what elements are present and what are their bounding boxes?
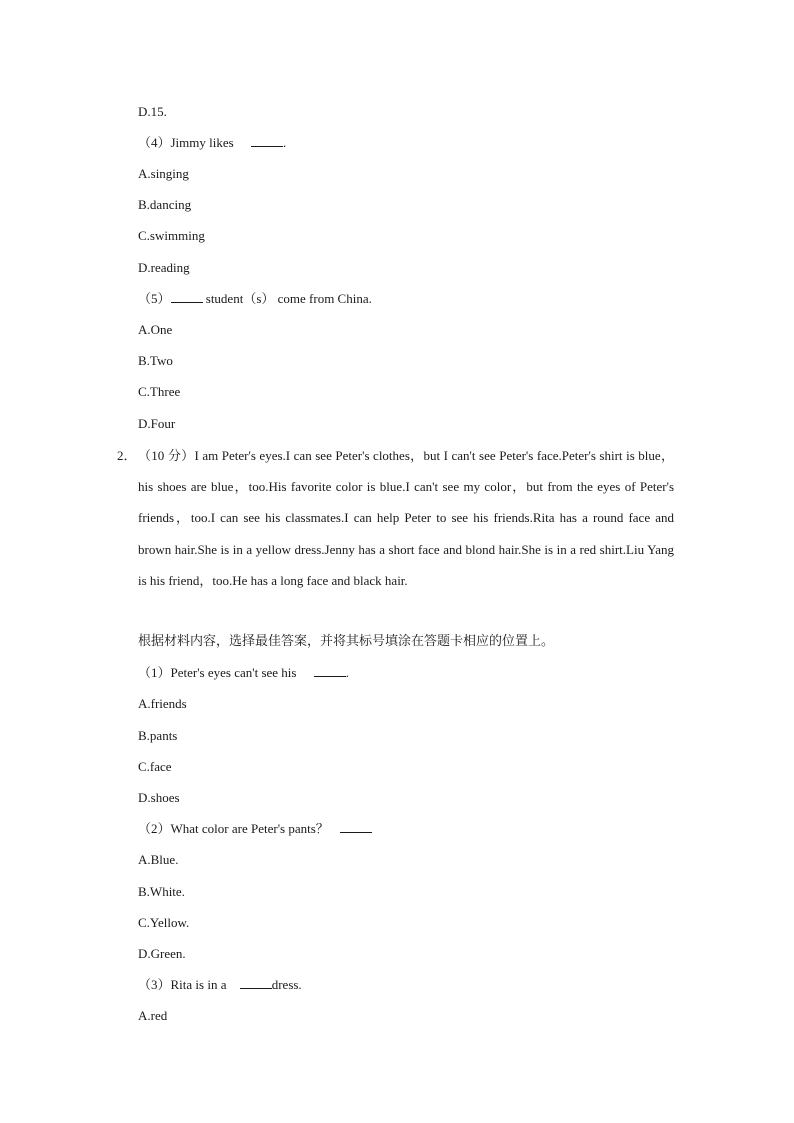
question-3: [138, 977, 302, 993]
option-d: D.shoes: [138, 790, 180, 805]
instruction-text: 根据材料内容，选择最佳答案，并将其标号填涂在答题卡相应的位置上。: [138, 634, 555, 649]
reading-passage: [117, 440, 674, 596]
answer-blank: [251, 135, 283, 147]
question-4-suffix: .: [282, 135, 287, 150]
option-d: D.15.: [138, 104, 167, 119]
question-1-text: （1）Peter's eyes can't see his: [138, 665, 297, 680]
option-b: B.pants: [138, 728, 178, 743]
question-number: 2．: [117, 448, 137, 463]
question-4: [138, 135, 286, 151]
answer-blank: [240, 977, 272, 989]
option-a: A.Blue.: [138, 852, 179, 867]
question-3-text: （3）Rita is in a: [138, 977, 227, 992]
option-a: A.friends: [138, 696, 187, 711]
option-a: A.singing: [138, 166, 189, 181]
question-2-text: （2）What color are Peter's pants？: [138, 821, 329, 836]
answer-blank: [314, 665, 346, 677]
question-1-suffix: .: [345, 665, 349, 680]
question-5-text: student（s） come from China.: [202, 291, 372, 306]
option-a: A.red: [138, 1008, 168, 1023]
option-c: C.face: [138, 759, 172, 774]
answer-blank: [171, 291, 203, 303]
answer-blank: [340, 821, 372, 833]
option-c: C.Yellow.: [138, 915, 190, 930]
option-b: B.dancing: [138, 197, 192, 212]
option-c: C.Three: [138, 384, 181, 399]
option-d: D.Green.: [138, 946, 186, 961]
passage-text: I am Peter's eyes.I can see Peter's clothes，but I can't see Peter's face.Peter's shirt is blue，his shoes are blue，too.His favorite color is blue.I can't see my color，but from the eyes of Peter's friends，too.I can see his classmates.I can help Peter to see his friends.Rita has a round face and brown hair.She is in a yellow dress.Jenny has a short face and blond hair.She is in a red shirt.Liu Yang is his friend，too.He has a long face and black hair.: [138, 448, 674, 588]
question-1: [138, 665, 349, 681]
question-points: （10 分）: [138, 448, 195, 463]
question-5-prefix: （5）: [138, 291, 171, 306]
option-b: B.Two: [138, 353, 173, 368]
option-a: A.One: [138, 322, 173, 337]
option-c: C.swimming: [138, 228, 205, 243]
question-5: [138, 291, 372, 307]
option-d: D.reading: [138, 260, 190, 275]
question-2: [138, 821, 372, 837]
question-3-suffix: dress.: [271, 977, 302, 992]
option-b: B.White.: [138, 884, 185, 899]
option-d: D.Four: [138, 416, 176, 431]
question-4-text: （4）Jimmy likes: [138, 135, 234, 150]
